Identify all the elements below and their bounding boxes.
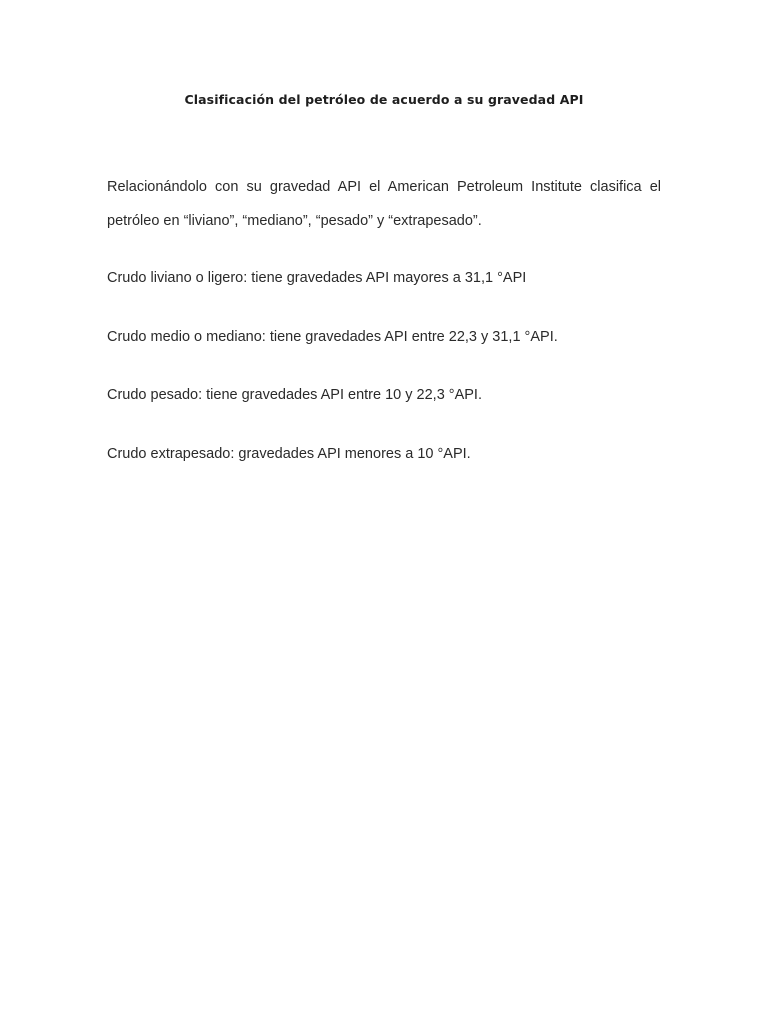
document-title: Clasificación del petróleo de acuerdo a su gravedad API — [184, 92, 584, 107]
paragraph-heavy-crude: Crudo pesado: tiene gravedades API entre 10 y 22,3 °API. — [107, 387, 482, 403]
paragraph-extra-heavy-crude: Crudo extrapesado: gravedades API menores a 10 °API. — [107, 446, 471, 462]
intro-paragraph: Relacionándolo con su gravedad API el American Petroleum Institute clasifica el petróleo en “liviano”, “mediano”, “pesado” y “extrapesado”. — [107, 179, 661, 229]
paragraph-medium-crude: Crudo medio o mediano: tiene gravedades API entre 22,3 y 31,1 °API. — [107, 329, 558, 345]
paragraph-light-crude: Crudo liviano o ligero: tiene gravedades API mayores a 31,1 °API — [107, 270, 527, 286]
